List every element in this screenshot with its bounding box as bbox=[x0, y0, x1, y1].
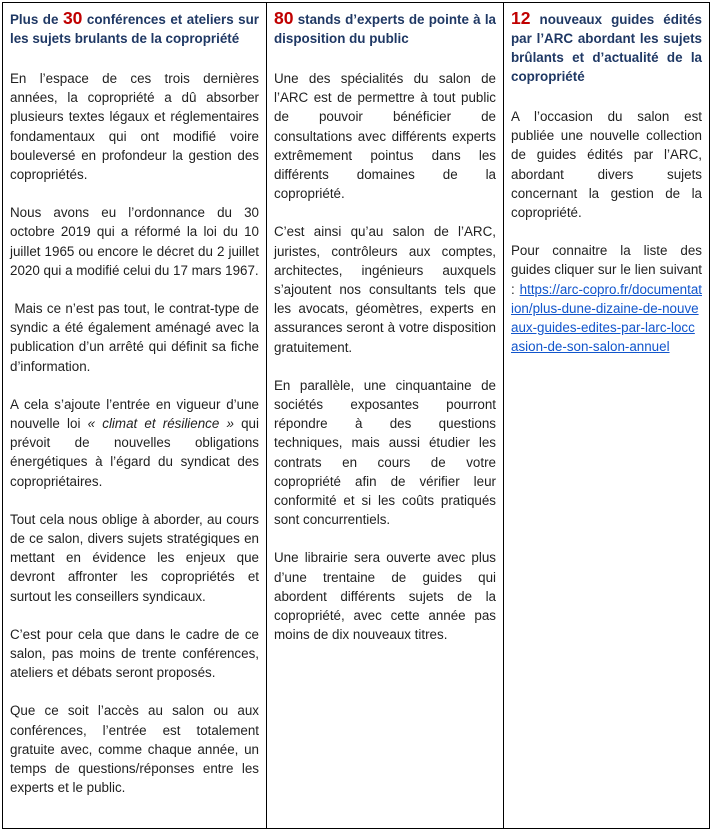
paragraph: A l’occasion du salon est publiée une nouvelle collection de guides édités par l’ARC, abordant divers sujets concernant la gestion de la copropriété. bbox=[511, 109, 702, 221]
column-stands bbox=[267, 3, 504, 829]
conferences-count: 30 bbox=[62, 8, 83, 28]
climate-text-after: qui prévoit de nouvelles obligations énergétiques à l’égard du syndicat des copropriétaires. bbox=[10, 416, 259, 489]
heading-suffix: conférences et ateliers sur les sujets brulants de la copropriété bbox=[10, 12, 259, 46]
climate-law-name: « climat et résilience » bbox=[87, 416, 234, 432]
guides-list-link[interactable]: https://arc-copro.fr/documentation/plus-dune-dizaine-de-nouveaux-guides-edites-par-larc-loccasion-de-son-salon-annuel bbox=[511, 281, 702, 355]
paragraph: Tout cela nous oblige à aborder, au cours de ce salon, divers sujets stratégiques en mettant en évidence les enjeux que devront affronter les copropriétés et surtout les conseillers syndicaux. bbox=[10, 511, 259, 604]
guides-heading bbox=[511, 9, 702, 86]
heading-prefix: Plus de bbox=[10, 12, 63, 27]
stands-heading bbox=[274, 9, 496, 48]
guides-link-paragraph bbox=[511, 241, 702, 356]
paragraph: C’est pour cela que dans le cadre de ce salon, pas moins de trente conférences, ateliers et débats seront proposés. bbox=[10, 626, 259, 681]
paragraph: En l’espace de ces trois dernières années, la copropriété a dû absorber plusieurs textes légaux et réglementaires fondamentaux qui ont modifié voire bouleversé en profondeur la gestion des copropriétés. bbox=[10, 71, 259, 183]
paragraph: Que ce soit l’accès au salon ou aux conférences, l’entrée est totalement gratuite avec, comme chaque année, un temps de questions/réponses entre les experts et le public. bbox=[10, 703, 259, 796]
paragraph: C’est ainsi qu’au salon de l’ARC, juristes, contrôleurs aux comptes, architectes, ingénieurs auxquels s’ajoutent nos consultants tels que les avocats, géomètres, experts en assurances seront à votre disposition gratuitement. bbox=[274, 224, 496, 355]
paragraph: Mais ce n’est pas tout, le contrat-type de syndic a été également aménagé avec la publication d’un arrêté qui définit sa fiche d’information. bbox=[10, 301, 263, 374]
column-guides bbox=[504, 3, 710, 829]
climate-law-paragraph bbox=[10, 395, 259, 491]
conferences-heading bbox=[10, 9, 259, 48]
paragraph: Une librairie sera ouverte avec plus d’une trentaine de guides qui abordent différents sujets de la copropriété, avec cette année pas moins de dix nouveaux titres. bbox=[274, 550, 496, 643]
guides-count: 12 bbox=[511, 8, 531, 28]
heading-suffix: stands d’experts de pointe à la disposition du public bbox=[274, 12, 496, 46]
paragraph: Une des spécialités du salon de l’ARC est de permettre à tout public de pouvoir bénéficier de consultations avec différents experts extrêmement pointus dans les différents domaines de la copropriété. bbox=[274, 71, 496, 202]
table-row bbox=[3, 3, 710, 829]
climate-text-before: A cela s’ajoute l’entrée en vigueur d’une nouvelle loi bbox=[10, 396, 259, 432]
paragraph: En parallèle, une cinquantaine de sociétés exposantes pourront répondre à des questions techniques, mais aussi étudier les contrats en cours de votre copropriété afin de vérifier leur conformité et si les coûts pratiqués sont concurrentiels. bbox=[274, 377, 496, 528]
paragraph: Nous avons eu l’ordonnance du 30 octobre 2019 qui a réformé la loi du 10 juillet 1965 ou encore le décret du 2 juillet 2020 qui a modifié celui du 17 mars 1967. bbox=[10, 205, 259, 278]
three-column-table bbox=[2, 2, 710, 829]
stands-count: 80 bbox=[274, 8, 294, 28]
link-intro-text: Pour connaitre la liste des guides cliquer sur le lien suivant : bbox=[511, 243, 702, 297]
column-conferences bbox=[3, 3, 267, 829]
heading-suffix: nouveaux guides édités par l’ARC abordant les sujets brûlants et d’actualité de la copropriété bbox=[511, 12, 702, 84]
